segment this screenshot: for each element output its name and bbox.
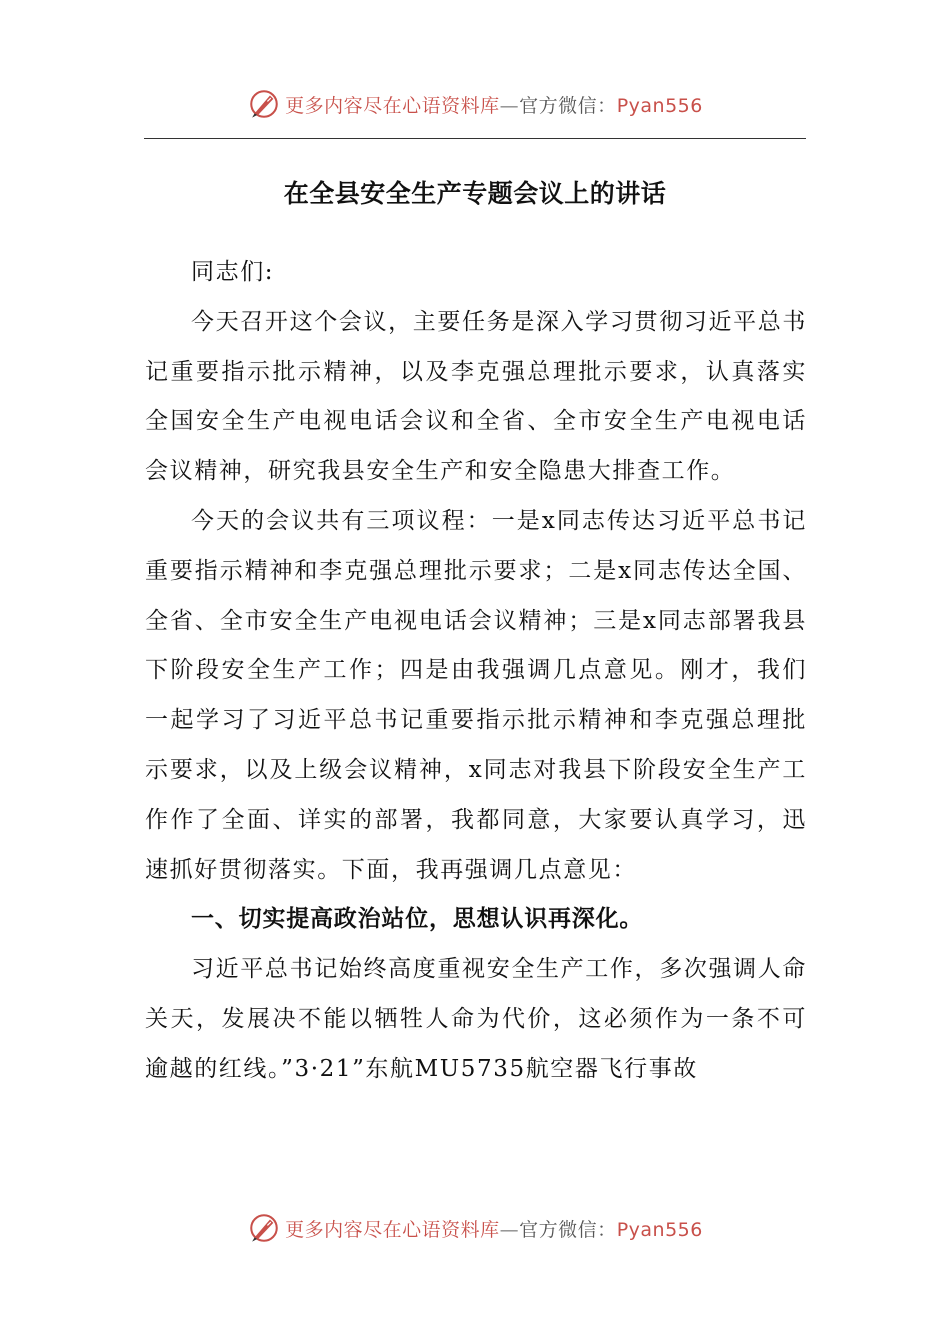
header-rule: [144, 138, 806, 139]
pen-nib-logo-icon: [247, 1211, 281, 1245]
salutation: 同志们:: [191, 259, 275, 285]
section-heading: 一、切实提高政治站位，思想认识再深化。: [191, 906, 644, 933]
footer-watermark: [0, 1208, 950, 1248]
section-paragraph: 习近平总书记始终高度重视安全生产工作，多次强调人命关天，发展决不能以牺牲人命为代价，这必须作为一条不可逾越的红线。”3·21”东航MU5735航空器飞行事故: [145, 956, 807, 1082]
document-title: 在全县安全生产专题会议上的讲话: [283, 179, 667, 208]
document-body: [145, 248, 807, 1095]
watermark-text: 更多内容尽在心语资料库—官方微信：Pyan556: [285, 1218, 703, 1241]
paragraph-agenda: 今天的会议共有三项议程：一是x同志传达习近平总书记重要指示精神和李克强总理批示要求；二是x同志传达全国、全省、全市安全生产电视电话会议精神；三是x同志部署我县下阶段安全生产工作；四是由我强调几点意见。刚才，我们一起学习了习近平总书记重要指示批示精神和李克强总理批示要求，以及上级会议精神，x同志对我县下阶段安全生产工作作了全面、详实的部署，我都同意，大家要认真学习，迅速抓好贯彻落实。下面，我再强调几点意见：: [145, 507, 807, 883]
paragraph-intro: 今天召开这个会议，主要任务是深入学习贯彻习近平总书记重要指示批示精神，以及李克强总理批示要求，认真落实全国安全生产电视电话会议和全省、全市安全生产电视电话会议精神，研究我县安全生产和安全隐患大排查工作。: [145, 308, 807, 485]
watermark-text: 更多内容尽在心语资料库—官方微信：Pyan556: [285, 94, 703, 117]
header-watermark: [0, 84, 950, 124]
pen-nib-logo-icon: [247, 87, 281, 121]
